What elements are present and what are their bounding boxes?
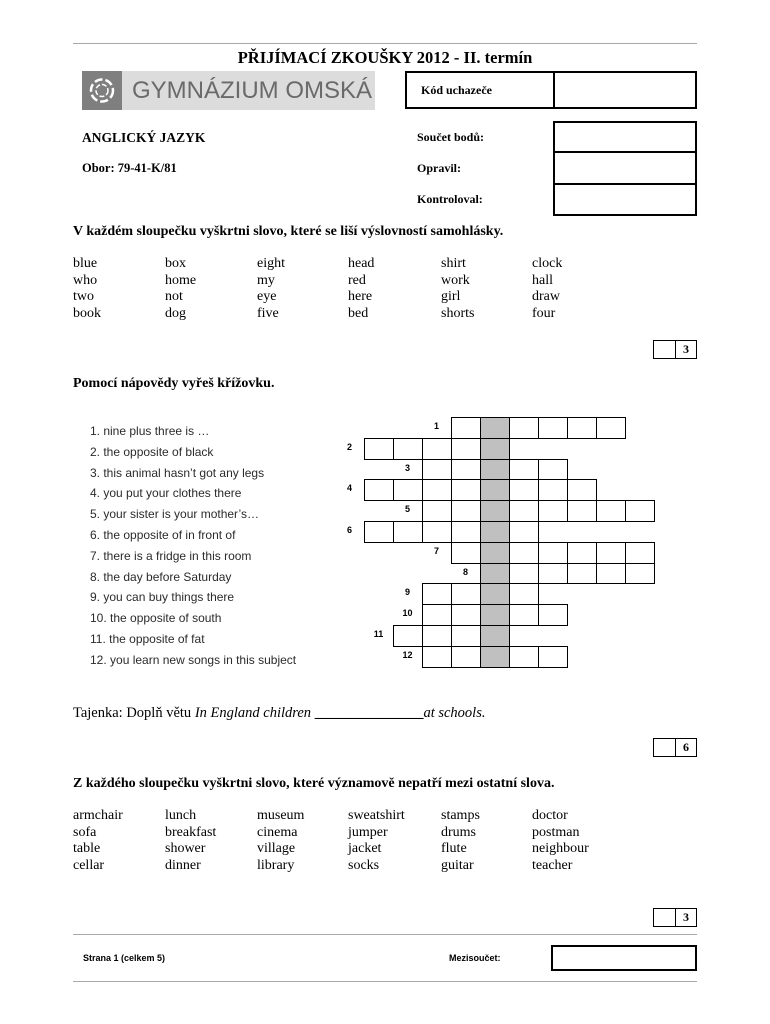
- crossword-clue-number: 9: [404, 587, 410, 598]
- crossword-key-cell: [480, 604, 510, 626]
- corrected-by-label: Opravil:: [417, 161, 461, 175]
- school-logo-icon: [82, 71, 122, 110]
- crossword-cell: [364, 438, 394, 460]
- school-logo-text: GYMNÁZIUM OMSKÁ: [122, 71, 375, 110]
- word-option: draw: [532, 289, 560, 305]
- points-earned-cell: [654, 739, 676, 756]
- crossword-cell: [451, 625, 481, 647]
- word-option: cellar: [73, 858, 105, 874]
- word-option: guitar: [441, 858, 474, 874]
- crossword-row: [330, 438, 660, 460]
- word-option: five: [257, 306, 279, 322]
- task2-instruction: Pomocí nápovědy vyřeš křížovku.: [73, 376, 275, 391]
- points-max: 3: [683, 910, 689, 924]
- crossword-cell: [596, 542, 626, 564]
- solution-label: Tajenka: Doplň větu: [73, 705, 192, 721]
- word-option: doctor: [532, 808, 568, 823]
- crossword-cell: [567, 563, 597, 585]
- crossword-key-cell: [480, 521, 510, 543]
- crossword-row: [330, 521, 660, 543]
- clue: 8. the day before Saturday: [90, 569, 232, 584]
- word-option: clock: [532, 256, 563, 271]
- crossword-cell: [422, 479, 452, 501]
- subtotal-box: [551, 945, 697, 971]
- crossword-cell: [509, 521, 539, 543]
- grading-boxes: [553, 121, 697, 216]
- word-option: eight: [257, 256, 285, 271]
- crossword-cell: [364, 479, 394, 501]
- crossword-row: [330, 542, 660, 564]
- crossword-clue-number: 4: [346, 483, 352, 494]
- crossword-cell: [422, 521, 452, 543]
- crossword-cell: [567, 479, 597, 501]
- crossword-row: [330, 500, 660, 522]
- crossword-key-cell: [480, 646, 510, 668]
- word-column: [257, 808, 304, 875]
- crossword-cell: [393, 479, 423, 501]
- clue: 6. the opposite of in front of: [90, 527, 236, 542]
- word-column: [532, 256, 562, 323]
- crossword-key-cell: [480, 438, 510, 460]
- grading-divider: [555, 151, 695, 153]
- score-total-label: Součet bodů:: [417, 130, 485, 144]
- word-option: jumper: [348, 824, 388, 840]
- crossword-cell: [451, 521, 481, 543]
- word-option: four: [532, 306, 556, 322]
- word-option: two: [73, 289, 94, 305]
- crossword-cell: [364, 521, 394, 543]
- crossword-cell: [451, 479, 481, 501]
- task3-instruction: Z každého sloupečku vyškrtni slovo, které významově nepatří mezi ostatní slova.: [73, 776, 555, 791]
- task3-word-table: [73, 808, 697, 878]
- word-option: my: [257, 272, 275, 288]
- crossword-cell: [509, 583, 539, 605]
- word-option: blue: [73, 256, 98, 271]
- word-option: lunch: [165, 808, 197, 823]
- task1-points-box: [653, 340, 697, 359]
- answer-blank: _______________: [314, 705, 424, 721]
- crossword-grid: [330, 417, 660, 669]
- crossword-row: [330, 646, 660, 668]
- crossword-cell: [509, 646, 539, 668]
- word-option: socks: [348, 858, 380, 874]
- sentence-start: In England children: [194, 705, 312, 721]
- word-option: red: [348, 272, 366, 288]
- word-column: [73, 256, 101, 323]
- crossword-clues: [90, 421, 330, 671]
- word-option: here: [348, 289, 373, 305]
- crossword-row: [330, 583, 660, 605]
- crossword-cell: [509, 604, 539, 626]
- crossword-row: [330, 625, 660, 647]
- clue: 5. your sister is your mother’s…: [90, 507, 259, 522]
- word-column: [257, 256, 285, 323]
- crossword-cell: [509, 417, 539, 439]
- word-option: stamps: [441, 808, 480, 823]
- word-option: library: [257, 858, 295, 874]
- task3-points-box: [653, 908, 697, 927]
- crossword-cell: [451, 500, 481, 522]
- crossword-cell: [538, 500, 568, 522]
- word-column: [348, 808, 405, 875]
- clue: 3. this animal hasn’t got any legs: [90, 465, 265, 480]
- word-option: work: [441, 272, 470, 288]
- crossword-clue-number: 8: [462, 566, 468, 577]
- word-column: [165, 808, 216, 875]
- crossword-cell: [509, 500, 539, 522]
- word-option: girl: [441, 289, 461, 305]
- applicant-code-box: [405, 71, 697, 109]
- clue: 10. the opposite of south: [90, 611, 222, 626]
- crossword-cell: [422, 583, 452, 605]
- word-option: breakfast: [165, 824, 217, 840]
- crossword-key-cell: [480, 459, 510, 481]
- word-column: [348, 256, 374, 323]
- word-option: armchair: [73, 808, 123, 823]
- crossword-cell: [393, 438, 423, 460]
- points-max: 3: [683, 342, 689, 356]
- points-earned-cell: [654, 341, 676, 358]
- crossword-cell: [625, 500, 655, 522]
- subject-title: ANGLICKÝ JAZYK: [82, 130, 206, 145]
- word-option: museum: [257, 808, 305, 823]
- crossword-key-cell: [480, 417, 510, 439]
- crossword-key-cell: [480, 500, 510, 522]
- crossword-cell: [451, 646, 481, 668]
- crossword-cell: [567, 500, 597, 522]
- word-option: village: [257, 841, 296, 857]
- exam-title: PŘIJÍMACÍ ZKOUŠKY 2012 - II. termín: [237, 48, 533, 67]
- word-option: shorts: [441, 306, 475, 322]
- school-logo: [82, 71, 375, 110]
- crossword-key-cell: [480, 542, 510, 564]
- clue: 12. you learn new songs in this subject: [90, 652, 297, 667]
- word-option: book: [73, 306, 101, 322]
- subtotal-label: Mezisoučet:: [449, 953, 501, 963]
- crossword-cell: [422, 500, 452, 522]
- word-column: [165, 256, 196, 323]
- clue: 11. the opposite of fat: [90, 631, 205, 646]
- clue: 9. you can buy things there: [90, 590, 235, 605]
- crossword-cell: [538, 479, 568, 501]
- crossword-clue-number: 3: [404, 462, 410, 473]
- points-max: 6: [683, 740, 689, 754]
- clue: 7. there is a fridge in this room: [90, 548, 252, 563]
- clue: 1. nine plus three is …: [90, 424, 210, 438]
- word-option: jacket: [348, 841, 382, 857]
- task2-points-box: [653, 738, 697, 757]
- crossword-key-cell: [480, 563, 510, 585]
- field-code: Obor: 79-41-K/81: [82, 161, 177, 175]
- crossword-cell: [509, 479, 539, 501]
- page-number: Strana 1 (celkem 5): [83, 953, 166, 963]
- crossword-cell: [422, 438, 452, 460]
- word-option: box: [165, 256, 186, 271]
- crossword-cell: [538, 459, 568, 481]
- crossword-cell: [596, 417, 626, 439]
- word-option: table: [73, 841, 101, 857]
- word-option: not: [165, 289, 183, 305]
- crossword-row: [330, 563, 660, 585]
- word-option: neighbour: [532, 841, 589, 857]
- crossword-cell: [509, 563, 539, 585]
- crossword-cell: [567, 542, 597, 564]
- crossword-cell: [538, 542, 568, 564]
- crossword-cell: [451, 542, 481, 564]
- crossword-cell: [422, 459, 452, 481]
- crossword-cell: [538, 563, 568, 585]
- crossword-cell: [451, 583, 481, 605]
- word-option: dog: [165, 306, 186, 322]
- crossword-cell: [538, 417, 568, 439]
- word-option: teacher: [532, 858, 573, 874]
- crossword-cell: [393, 625, 423, 647]
- crossword-clue-number: 6: [346, 525, 352, 535]
- crossword-row: [330, 604, 660, 626]
- crossword-key-cell: [480, 583, 510, 605]
- crossword-cell: [451, 438, 481, 460]
- sentence-end: at schools.: [423, 705, 486, 721]
- crossword-cell: [451, 604, 481, 626]
- crossword-row: [330, 479, 660, 501]
- word-option: home: [165, 272, 197, 288]
- word-option: shower: [165, 841, 206, 857]
- crossword-cell: [451, 459, 481, 481]
- word-option: head: [348, 256, 375, 271]
- word-column: [441, 808, 480, 875]
- solution-sentence: [73, 704, 485, 722]
- crossword-row: [330, 417, 660, 439]
- crossword-cell: [422, 604, 452, 626]
- applicant-code-divider: [553, 73, 555, 107]
- crossword-clue-number: 12: [402, 649, 413, 660]
- crossword-key-cell: [480, 625, 510, 647]
- crossword-clue-number: 1: [433, 421, 439, 431]
- crossword-cell: [393, 521, 423, 543]
- crossword-cell: [538, 646, 568, 668]
- footer-rule: [73, 934, 697, 935]
- word-option: sweatshirt: [348, 808, 405, 823]
- task1-instruction: V každém sloupečku vyškrtni slovo, které se liší výslovností samohlásky.: [73, 224, 504, 239]
- crossword-clue-number: 5: [404, 504, 410, 515]
- grading-divider: [555, 183, 695, 185]
- bottom-rule: [73, 981, 697, 982]
- word-option: dinner: [165, 858, 201, 874]
- crossword-clue-number: 7: [433, 545, 439, 556]
- word-option: bed: [348, 306, 369, 322]
- crossword-cell: [625, 542, 655, 564]
- points-earned-cell: [654, 909, 676, 926]
- applicant-code-label: Kód uchazeče: [421, 83, 492, 97]
- word-option: eye: [257, 289, 277, 305]
- word-option: drums: [441, 824, 476, 840]
- word-column: [532, 808, 589, 875]
- word-option: flute: [441, 841, 467, 857]
- word-option: cinema: [257, 824, 298, 840]
- crossword-cell: [422, 646, 452, 668]
- crossword-cell: [567, 417, 597, 439]
- crossword-cell: [451, 417, 481, 439]
- crossword-cell: [509, 542, 539, 564]
- crossword-key-cell: [480, 479, 510, 501]
- clue: 2. the opposite of black: [90, 444, 214, 459]
- word-option: postman: [532, 824, 580, 840]
- crossword-cell: [625, 563, 655, 585]
- crossword-cell: [422, 625, 452, 647]
- crossword-row: [330, 459, 660, 481]
- crossword-clue-number: 2: [346, 441, 352, 452]
- crossword-cell: [596, 500, 626, 522]
- clue: 4. you put your clothes there: [90, 486, 242, 501]
- task1-word-table: [73, 256, 697, 326]
- crossword-cell: [509, 459, 539, 481]
- word-column: [441, 256, 474, 323]
- crossword-cell: [596, 563, 626, 585]
- word-option: hall: [532, 272, 553, 288]
- word-option: who: [73, 272, 98, 288]
- crossword-clue-number: 10: [402, 608, 413, 619]
- crossword-clue-number: 11: [373, 629, 384, 639]
- crossword-cell: [538, 604, 568, 626]
- word-option: sofa: [73, 824, 97, 840]
- word-column: [73, 808, 123, 875]
- top-rule: [73, 43, 697, 44]
- checked-by-label: Kontroloval:: [417, 192, 483, 206]
- word-option: shirt: [441, 256, 466, 271]
